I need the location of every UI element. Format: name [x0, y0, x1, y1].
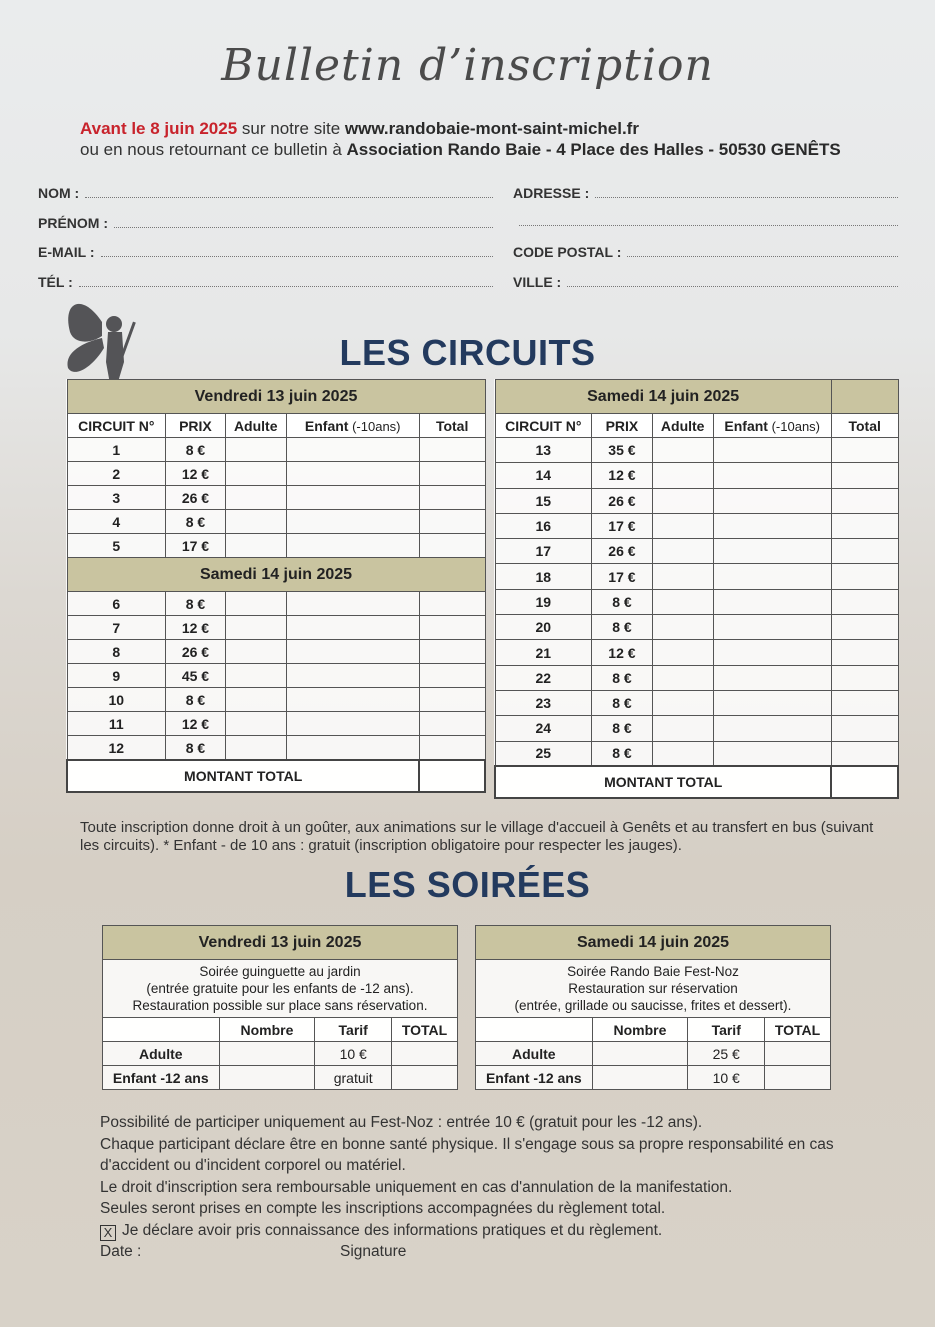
adulte-input[interactable] [652, 589, 713, 614]
col-total: TOTAL [392, 1018, 458, 1042]
circuit-row [495, 589, 898, 614]
enfant-input[interactable] [713, 513, 831, 538]
enfant-input[interactable] [286, 438, 419, 462]
montant-total-cell[interactable] [419, 760, 485, 792]
circuit-price: 17 € [592, 564, 653, 589]
col-tarif: Tarif [315, 1018, 392, 1042]
circuit-price: 8 € [592, 665, 653, 690]
circuit-price: 12 € [166, 616, 226, 640]
day-header-blank [831, 380, 898, 414]
circuit-price: 12 € [592, 640, 653, 665]
intro-text [80, 118, 841, 160]
date-signature-row [100, 1241, 905, 1263]
circuit-row [495, 463, 898, 488]
total-input[interactable] [419, 592, 485, 616]
col-circuit: CIRCUIT N° [67, 414, 166, 438]
circuit-number: 21 [495, 640, 592, 665]
enfant-input[interactable] [713, 463, 831, 488]
col-enfant-label: Enfant [304, 417, 349, 434]
circuit-number: 25 [495, 741, 592, 766]
col-enfant [713, 414, 831, 438]
row-label-adulte: Adulte [476, 1042, 593, 1066]
total-input[interactable] [419, 462, 485, 486]
enfant-input[interactable] [286, 664, 419, 688]
email-field[interactable] [38, 244, 493, 260]
total-input[interactable] [831, 513, 898, 538]
total-input[interactable] [831, 716, 898, 741]
circuit-row [495, 438, 898, 463]
circuit-number: 9 [67, 664, 166, 688]
circuits-note: Toute inscription donne droit à un goûter, aux animations sur le village d'accueil à Genêts et au transfert en bus (suivant les circuits). * Enfant - de 10 ans : gratuit (inscription obligatoire pour respecter les jauges). [80, 819, 874, 854]
website-link[interactable]: www.randobaie-mont-saint-michel.fr [344, 119, 639, 138]
page-title: Bulletin d’inscription [221, 40, 714, 91]
circuit-number: 10 [67, 688, 166, 712]
soiree-desc-line: Soirée Rando Baie Fest-Noz [567, 964, 739, 979]
circuit-price: 8 € [592, 716, 653, 741]
circuit-price: 8 € [166, 592, 226, 616]
circuit-price: 8 € [592, 615, 653, 640]
tel-label: TÉL : [38, 274, 73, 290]
adulte-input[interactable] [225, 640, 286, 664]
row-label-enfant: Enfant -12 ans [476, 1066, 593, 1090]
adulte-input[interactable] [225, 486, 286, 510]
enfant-input[interactable] [713, 589, 831, 614]
col-nombre: Nombre [592, 1018, 688, 1042]
adresse-label: ADRESSE : [513, 185, 590, 201]
circuit-number: 14 [495, 463, 592, 488]
circuit-row [495, 665, 898, 690]
total-input[interactable] [831, 615, 898, 640]
enfant-input[interactable] [286, 736, 419, 761]
day-header-samedi: Samedi 14 juin 2025 [67, 558, 485, 592]
enfant-input[interactable] [286, 712, 419, 736]
col-adulte: Adulte [652, 414, 713, 438]
soiree-desc-line: (entrée, grillade ou saucisse, frites et dessert). [514, 998, 792, 1013]
adulte-input[interactable] [225, 616, 286, 640]
circuit-row [67, 712, 485, 736]
adulte-input[interactable] [225, 462, 286, 486]
total-input[interactable] [831, 589, 898, 614]
tarif-value: gratuit [315, 1066, 392, 1090]
nom-field[interactable] [38, 185, 493, 201]
tarif-value: 10 € [688, 1066, 765, 1090]
adulte-input[interactable] [225, 438, 286, 462]
enfant-input[interactable] [713, 488, 831, 513]
tarif-value: 10 € [315, 1042, 392, 1066]
circuit-number: 20 [495, 615, 592, 640]
adresse-line-2[interactable] [519, 215, 898, 226]
circuit-number: 13 [495, 438, 592, 463]
total-input[interactable] [419, 712, 485, 736]
circuit-price: 8 € [592, 690, 653, 715]
circuit-row [495, 615, 898, 640]
row-label-enfant: Enfant -12 ans [103, 1066, 220, 1090]
adulte-input[interactable] [225, 510, 286, 534]
enfant-input[interactable] [286, 462, 419, 486]
association-address: Association Rando Baie - 4 Place des Halles - 50530 GENÊTS [346, 140, 841, 159]
circuit-number: 3 [67, 486, 166, 510]
circuit-price: 26 € [166, 640, 226, 664]
total-input[interactable] [419, 438, 485, 462]
circuit-number: 12 [67, 736, 166, 761]
circuit-row [495, 564, 898, 589]
total-input[interactable] [419, 640, 485, 664]
circuit-price: 8 € [166, 736, 226, 761]
circuit-row [67, 438, 485, 462]
row-label-adulte: Adulte [103, 1042, 220, 1066]
montant-total-label: MONTANT TOTAL [67, 760, 419, 792]
total-input[interactable] [831, 640, 898, 665]
circuits-table-right [494, 379, 899, 799]
circuit-number: 15 [495, 488, 592, 513]
col-prix: PRIX [592, 414, 653, 438]
circuit-price: 8 € [166, 688, 226, 712]
nombre-input[interactable] [592, 1042, 688, 1066]
adresse-field-2[interactable] [513, 215, 898, 226]
soiree-description [103, 960, 458, 1018]
total-input[interactable] [419, 664, 485, 688]
col-blank [476, 1018, 593, 1042]
adulte-input[interactable] [225, 534, 286, 558]
circuit-row [67, 486, 485, 510]
declaration-label: Je déclare avoir pris connaissance des informations pratiques et du règlement. [122, 1221, 663, 1239]
circuits-table-left [66, 379, 486, 793]
footer-line: Seules seront prises en compte les inscriptions accompagnées du règlement total. [100, 1200, 666, 1217]
soiree-day-vendredi: Vendredi 13 juin 2025 [103, 926, 458, 960]
adulte-input[interactable] [652, 513, 713, 538]
code-postal-line[interactable] [627, 246, 898, 257]
enfant-input[interactable] [713, 438, 831, 463]
total-input[interactable] [831, 463, 898, 488]
circuit-number: 2 [67, 462, 166, 486]
ville-label: VILLE : [513, 274, 562, 290]
enfant-input[interactable] [286, 486, 419, 510]
enfant-input[interactable] [713, 665, 831, 690]
circuit-row [67, 510, 485, 534]
day-header-samedi-right: Samedi 14 juin 2025 [495, 380, 831, 414]
montant-total-label: MONTANT TOTAL [495, 766, 831, 798]
tel-field[interactable] [38, 274, 493, 290]
circuit-row [495, 513, 898, 538]
footer-line: Possibilité de participer uniquement au Fest-Noz : entrée 10 € (gratuit pour les -12 ans). [100, 1114, 703, 1131]
adulte-input[interactable] [225, 664, 286, 688]
adulte-input[interactable] [652, 665, 713, 690]
circuit-row [67, 462, 485, 486]
circuit-row [67, 664, 485, 688]
adulte-input[interactable] [652, 716, 713, 741]
col-prix: PRIX [166, 414, 226, 438]
total-input[interactable] [831, 488, 898, 513]
enfant-input[interactable] [713, 615, 831, 640]
enfant-input[interactable] [286, 688, 419, 712]
prenom-line[interactable] [114, 217, 493, 228]
enfant-input[interactable] [713, 690, 831, 715]
total-input[interactable] [392, 1066, 458, 1090]
col-tarif: Tarif [688, 1018, 765, 1042]
circuit-row [495, 716, 898, 741]
enfant-input[interactable] [713, 716, 831, 741]
tarif-value: 25 € [688, 1042, 765, 1066]
circuit-row [495, 690, 898, 715]
signature-label: Signature [340, 1243, 407, 1260]
footer-line: Le droit d'inscription sera remboursable uniquement en cas d'annulation de la manifestation. [100, 1178, 733, 1196]
total-input[interactable] [831, 665, 898, 690]
circuit-number: 19 [495, 589, 592, 614]
adulte-input[interactable] [225, 688, 286, 712]
adulte-input[interactable] [225, 712, 286, 736]
circuit-number: 11 [67, 712, 166, 736]
soirees-title: LES SOIRÉES [344, 864, 591, 905]
soiree-description [476, 960, 831, 1018]
footer-line: Chaque participant déclare être en bonne santé physique. Il s'engage sous sa propre responsabilité en cas d'accident ou d'incident corporel ou matériel. [100, 1135, 834, 1174]
circuit-row [67, 688, 485, 712]
adulte-input[interactable] [652, 640, 713, 665]
total-input[interactable] [831, 564, 898, 589]
montant-total-cell[interactable] [831, 766, 898, 798]
circuit-number: 6 [67, 592, 166, 616]
circuit-row [67, 592, 485, 616]
circuit-row [495, 488, 898, 513]
col-enfant-note: (-10ans) [348, 418, 401, 434]
adulte-input[interactable] [652, 488, 713, 513]
circuit-price: 17 € [166, 534, 226, 558]
adulte-input[interactable] [652, 564, 713, 589]
circuit-row [67, 736, 485, 761]
circuit-row [67, 640, 485, 664]
circuit-number: 16 [495, 513, 592, 538]
circuit-price: 8 € [592, 589, 653, 614]
enfant-input[interactable] [286, 616, 419, 640]
soiree-desc-line: (entrée gratuite pour les enfants de -12 ans). [146, 981, 414, 996]
enfant-input[interactable] [713, 564, 831, 589]
enfant-input[interactable] [286, 534, 419, 558]
col-circuit: CIRCUIT N° [495, 414, 592, 438]
total-input[interactable] [831, 539, 898, 564]
total-input[interactable] [831, 690, 898, 715]
circuit-number: 24 [495, 716, 592, 741]
prenom-label: PRÉNOM : [38, 215, 108, 231]
nom-label: NOM : [38, 185, 80, 201]
enfant-input[interactable] [713, 539, 831, 564]
circuit-price: 8 € [592, 741, 653, 766]
circuit-number: 18 [495, 564, 592, 589]
ville-line[interactable] [567, 276, 898, 287]
soiree-desc-line: Restauration possible sur place sans réservation. [132, 998, 428, 1013]
circuit-price: 45 € [166, 664, 226, 688]
enfant-input[interactable] [713, 741, 831, 766]
code-postal-field[interactable] [513, 244, 898, 260]
intro-text-1: sur notre site [237, 119, 345, 138]
circuit-price: 8 € [166, 438, 226, 462]
total-input[interactable] [419, 688, 485, 712]
prenom-field[interactable] [38, 215, 493, 231]
adulte-input[interactable] [652, 539, 713, 564]
circuit-price: 26 € [592, 539, 653, 564]
circuit-price: 17 € [592, 513, 653, 538]
soiree-day-samedi: Samedi 14 juin 2025 [476, 926, 831, 960]
circuit-row [495, 640, 898, 665]
circuit-number: 22 [495, 665, 592, 690]
circuits-title: LES CIRCUITS [339, 332, 596, 373]
declaration-checkbox[interactable]: X [100, 1225, 116, 1241]
adresse-line[interactable] [595, 187, 898, 198]
adulte-input[interactable] [225, 592, 286, 616]
enfant-input[interactable] [286, 592, 419, 616]
col-adulte: Adulte [225, 414, 286, 438]
col-nombre: Nombre [219, 1018, 315, 1042]
col-blank [103, 1018, 220, 1042]
total-input[interactable] [765, 1042, 831, 1066]
circuit-row [495, 539, 898, 564]
enfant-input[interactable] [286, 510, 419, 534]
nombre-input[interactable] [219, 1042, 315, 1066]
circuit-row [67, 534, 485, 558]
declaration-row [100, 1220, 905, 1242]
date-label: Date : [100, 1243, 142, 1260]
total-input[interactable] [765, 1066, 831, 1090]
soiree-desc-line: Soirée guinguette au jardin [199, 964, 361, 979]
total-input[interactable] [419, 510, 485, 534]
circuit-number: 8 [67, 640, 166, 664]
nombre-input[interactable] [592, 1066, 688, 1090]
adulte-input[interactable] [652, 741, 713, 766]
nom-line[interactable] [85, 187, 493, 198]
circuit-price: 12 € [592, 463, 653, 488]
circuit-row [67, 616, 485, 640]
total-input[interactable] [419, 616, 485, 640]
col-enfant [286, 414, 419, 438]
total-input[interactable] [831, 741, 898, 766]
circuit-price: 12 € [166, 462, 226, 486]
total-input[interactable] [392, 1042, 458, 1066]
col-total: Total [831, 414, 898, 438]
circuit-number: 17 [495, 539, 592, 564]
circuit-number: 1 [67, 438, 166, 462]
col-enfant-note: (-10ans) [767, 418, 821, 434]
circuit-number: 4 [67, 510, 166, 534]
enfant-input[interactable] [713, 640, 831, 665]
soiree-desc-line: Restauration sur réservation [568, 981, 738, 996]
col-total: Total [419, 414, 485, 438]
email-line[interactable] [101, 246, 493, 257]
adulte-input[interactable] [652, 690, 713, 715]
adulte-input[interactable] [652, 463, 713, 488]
circuit-number: 23 [495, 690, 592, 715]
col-enfant-label: Enfant [724, 417, 768, 434]
deadline: Avant le 8 juin 2025 [80, 119, 238, 138]
soiree-table-samedi [475, 925, 831, 1090]
code-postal-label: CODE POSTAL : [513, 244, 622, 260]
total-input[interactable] [419, 534, 485, 558]
adulte-input[interactable] [652, 438, 713, 463]
circuit-price: 8 € [166, 510, 226, 534]
nombre-input[interactable] [219, 1066, 315, 1090]
email-label: E-MAIL : [38, 244, 95, 260]
adulte-input[interactable] [652, 615, 713, 640]
total-input[interactable] [419, 736, 485, 761]
adulte-input[interactable] [225, 736, 286, 761]
circuit-number: 7 [67, 616, 166, 640]
intro-text-2: ou en nous retournant ce bulletin à [80, 140, 347, 159]
total-input[interactable] [831, 438, 898, 463]
ville-field[interactable] [513, 274, 898, 290]
day-header-vendredi: Vendredi 13 juin 2025 [67, 380, 485, 414]
total-input[interactable] [419, 486, 485, 510]
circuit-price: 12 € [166, 712, 226, 736]
col-total: TOTAL [765, 1018, 831, 1042]
circuit-price: 26 € [166, 486, 226, 510]
circuit-row [495, 741, 898, 766]
tel-line[interactable] [79, 276, 493, 287]
circuit-number: 5 [67, 534, 166, 558]
adresse-field[interactable] [513, 185, 898, 201]
soiree-table-vendredi [102, 925, 458, 1090]
footer-text [100, 1112, 905, 1263]
enfant-input[interactable] [286, 640, 419, 664]
circuit-price: 35 € [592, 438, 653, 463]
circuit-price: 26 € [592, 488, 653, 513]
